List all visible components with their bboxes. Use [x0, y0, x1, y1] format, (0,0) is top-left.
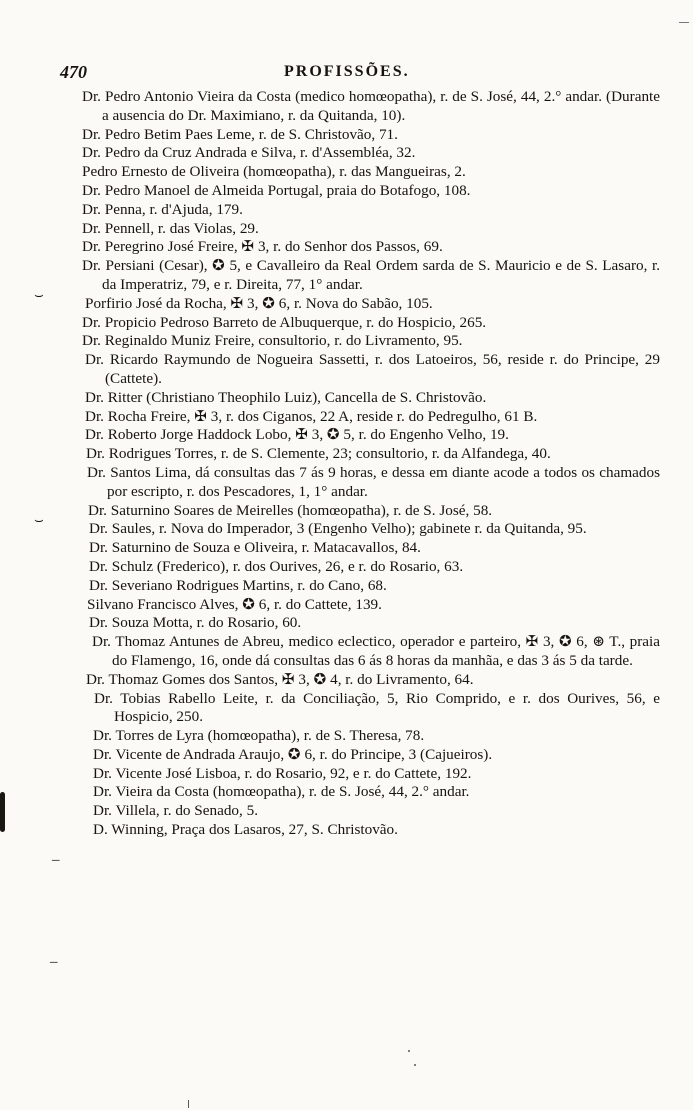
entry: Dr. Pedro Antonio Vieira da Costa (medico homœopatha), r. de S. José, 44, 2.° andar. (Durante a ausencia do Dr. Maximiano, r. da Quitanda, 10).: [82, 88, 660, 124]
entry: Dr. Torres de Lyra (homœopatha), r. de S. Theresa, 78.: [93, 727, 425, 745]
margin-mark: ⌣: [34, 288, 44, 304]
margin-mark: ⌣: [34, 513, 44, 529]
entry: Porfirio José da Rocha, ✠ 3, ✪ 6, r. Nova do Sabão, 105.: [85, 294, 433, 312]
entry: Silvano Francisco Alves, ✪ 6, r. do Cattete, 139.: [87, 595, 382, 613]
margin-mark: –: [50, 954, 58, 970]
entry: Pedro Ernesto de Oliveira (homœopatha), r. das Mangueiras, 2.: [82, 163, 466, 181]
entry: Dr. Pennell, r. das Violas, 29.: [82, 219, 259, 237]
margin-mark: –: [52, 852, 60, 868]
entry: Dr. Souza Motta, r. do Rosario, 60.: [89, 614, 302, 632]
entry: Dr. Villela, r. do Senado, 5.: [93, 802, 259, 820]
entry: Dr. Saules, r. Nova do Imperador, 3 (Engenho Velho); gabinete r. da Quitanda, 95.: [89, 520, 587, 538]
entry: Dr. Roberto Jorge Haddock Lobo, ✠ 3, ✪ 5, r. do Engenho Velho, 19.: [85, 426, 509, 444]
entry: Dr. Rocha Freire, ✠ 3, r. dos Ciganos, 22 A, reside r. do Pedregulho, 61 B.: [85, 407, 538, 425]
entry: Dr. Pedro Betim Paes Leme, r. de S. Christovão, 71.: [82, 125, 398, 143]
entry: Dr. Persiani (Cesar), ✪ 5, e Cavalleiro da Real Ordem sarda de S. Mauricio e de S. Lasaro, r. da Imperatriz, 79, e r. Direita, 77, 1° andar.: [82, 257, 660, 293]
paper-speck: [414, 1064, 416, 1066]
entry: Dr. Thomaz Gomes dos Santos, ✠ 3, ✪ 4, r. do Livramento, 64.: [86, 670, 474, 688]
entry: Dr. Vicente José Lisboa, r. do Rosario, 92, e r. do Cattete, 192.: [93, 764, 472, 782]
paper-speck: [188, 1100, 189, 1108]
page-number: 470: [60, 62, 87, 82]
entry: Dr. Severiano Rodrigues Martins, r. do Cano, 68.: [89, 576, 387, 594]
running-title: PROFISSÕES.: [284, 63, 410, 80]
entry: Dr. Reginaldo Muniz Freire, consultorio, r. do Livramento, 95.: [82, 332, 463, 350]
entry: Dr. Ritter (Christiano Theophilo Luiz), Cancella de S. Christovão.: [85, 388, 487, 406]
directory-entries: [82, 88, 660, 840]
entry: Dr. Peregrino José Freire, ✠ 3, r. do Senhor dos Passos, 69.: [82, 238, 443, 256]
entry: Dr. Penna, r. d'Ajuda, 179.: [82, 200, 243, 218]
entry: Dr. Pedro da Cruz Andrada e Silva, r. d'Assembléa, 32.: [82, 144, 416, 162]
entry: Dr. Ricardo Raymundo de Nogueira Sassetti, r. dos Latoeiros, 56, reside r. do Principe, 29 (Cattete).: [85, 351, 660, 387]
entry: Dr. Saturnino Soares de Meirelles (homœopatha), r. de S. José, 58.: [88, 501, 493, 519]
entry: Dr. Schulz (Frederico), r. dos Ourives, 26, e r. do Rosario, 63.: [89, 557, 464, 575]
entry: Dr. Vieira da Costa (homœopatha), r. de S. José, 44, 2.° andar.: [93, 783, 470, 801]
paper-speck: [408, 1050, 410, 1052]
corner-mark: [679, 22, 689, 23]
entry: Dr. Propicio Pedroso Barreto de Albuquerque, r. do Hospicio, 265.: [82, 313, 487, 331]
page-edge-mark: [0, 792, 5, 832]
entry: Dr. Vicente de Andrada Araujo, ✪ 6, r. do Principe, 3 (Cajueiros).: [93, 745, 493, 763]
entry: Dr. Santos Lima, dá consultas das 7 ás 9 horas, e dessa em diante acode a todos os chamados por escripto, r. dos Pescadores, 1, 1° andar.: [87, 463, 660, 500]
entry: Dr. Pedro Manoel de Almeida Portugal, praia do Botafogo, 108.: [82, 181, 471, 199]
entry: Dr. Saturnino de Souza e Oliveira, r. Matacavallos, 84.: [89, 539, 421, 557]
entry: Dr. Rodrigues Torres, r. de S. Clemente, 23; consultorio, r. da Alfandega, 40.: [86, 445, 551, 463]
page-header: [60, 62, 660, 84]
entry: Dr. Thomaz Antunes de Abreu, medico eclectico, operador e parteiro, ✠ 3, ✪ 6, ⊛ T., praia do Flamengo, 16, onde dá consultas das 6 ás 8 horas da manhãa, e das 3 ás 5 da tarde.: [92, 633, 660, 669]
entry: Dr. Tobias Rabello Leite, r. da Conciliação, 5, Rio Comprido, e r. dos Ourives, 56, e Hospicio, 250.: [94, 689, 660, 726]
entry: D. Winning, Praça dos Lasaros, 27, S. Christovão.: [93, 821, 398, 839]
